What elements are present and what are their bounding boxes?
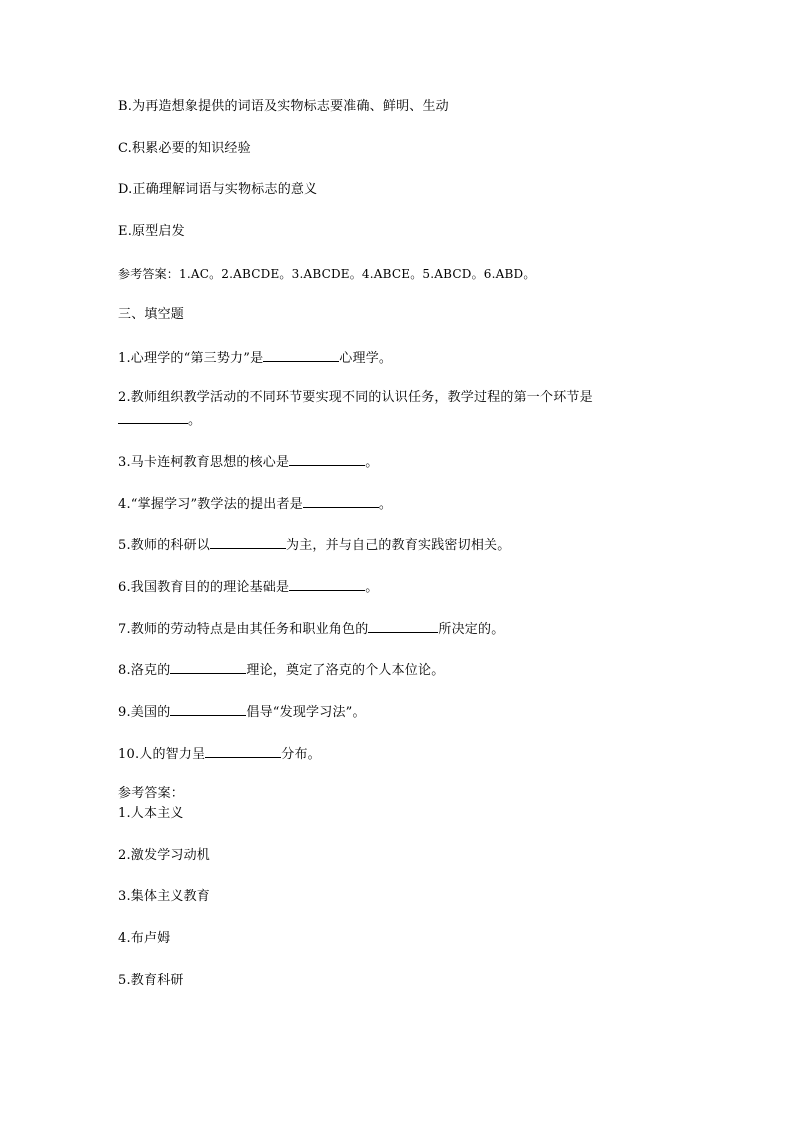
question-text: 心理学。 <box>339 351 393 366</box>
question-text: 。 <box>378 497 393 512</box>
question-10 <box>118 745 321 763</box>
fill-answer-3: 3.集体主义教育 <box>118 889 211 904</box>
option-e: E.原型启发 <box>118 224 185 239</box>
question-8 <box>118 661 444 679</box>
answer-blank <box>205 745 281 758</box>
question-text: 8.洛克的 <box>118 663 171 678</box>
multiple-choice-answers: 参考答案：1.AC。2.ABCDE。3.ABCDE。4.ABCE。5.ABCD。6.ABD。 <box>118 267 536 281</box>
answer-blank <box>303 495 379 508</box>
question-text: 2.教师组织教学活动的不同环节要实现不同的认识任务，教学过程的第一个环节是 <box>118 390 593 405</box>
question-1 <box>118 349 392 367</box>
option-b: B.为再造想象提供的词语及实物标志要准确、鲜明、生动 <box>118 99 449 114</box>
answer-blank <box>170 703 246 716</box>
question-9 <box>118 703 366 721</box>
fill-answer-4: 4.布卢姆 <box>118 931 171 946</box>
question-text: 1.心理学的“第三势力”是 <box>118 351 264 366</box>
option-c: C.积累必要的知识经验 <box>118 141 251 156</box>
fill-answer-2: 2.激发学习动机 <box>118 848 211 863</box>
question-text: 为主，并与自己的教育实践密切相关。 <box>286 538 511 553</box>
answer-blank <box>289 578 365 591</box>
question-text: 。 <box>188 413 202 428</box>
question-text: 。 <box>365 455 379 470</box>
question-text: 分布。 <box>281 747 321 762</box>
answer-blank <box>368 620 438 633</box>
question-6 <box>118 578 378 596</box>
answer-blank <box>263 349 339 362</box>
answer-blank <box>118 411 188 424</box>
question-text: 4.“掌握学习”教学法的提出者是 <box>118 497 303 512</box>
section-title: 三、填空题 <box>118 307 185 322</box>
question-5 <box>118 536 510 554</box>
question-3 <box>118 453 378 471</box>
question-text: 3.马卡连柯教育思想的核心是 <box>118 455 290 470</box>
question-text: 倡导“发现学习法”。 <box>246 705 366 720</box>
question-text: 5.教师的科研以 <box>118 538 211 553</box>
question-text: 10.人的智力呈 <box>118 747 206 762</box>
fill-answer-1: 1.人本主义 <box>118 806 184 821</box>
question-text: 所决定的。 <box>438 622 505 637</box>
question-text: 9.美国的 <box>118 705 171 720</box>
answers-title: 参考答案： <box>118 786 185 801</box>
fill-answer-5: 5.教育科研 <box>118 973 184 988</box>
question-2-continued <box>118 411 201 429</box>
answer-blank <box>170 661 246 674</box>
question-4 <box>118 495 392 513</box>
option-d: D.正确理解词语与实物标志的意义 <box>118 182 318 197</box>
question-2 <box>118 390 593 406</box>
question-text: 。 <box>365 580 379 595</box>
question-7 <box>118 620 504 638</box>
answer-blank <box>289 453 365 466</box>
question-text: 理论，奠定了洛克的个人本位论。 <box>246 663 445 678</box>
question-text: 7.教师的劳动特点是由其任务和职业角色的 <box>118 622 369 637</box>
answer-blank <box>210 536 286 549</box>
question-text: 6.我国教育目的的理论基础是 <box>118 580 290 595</box>
